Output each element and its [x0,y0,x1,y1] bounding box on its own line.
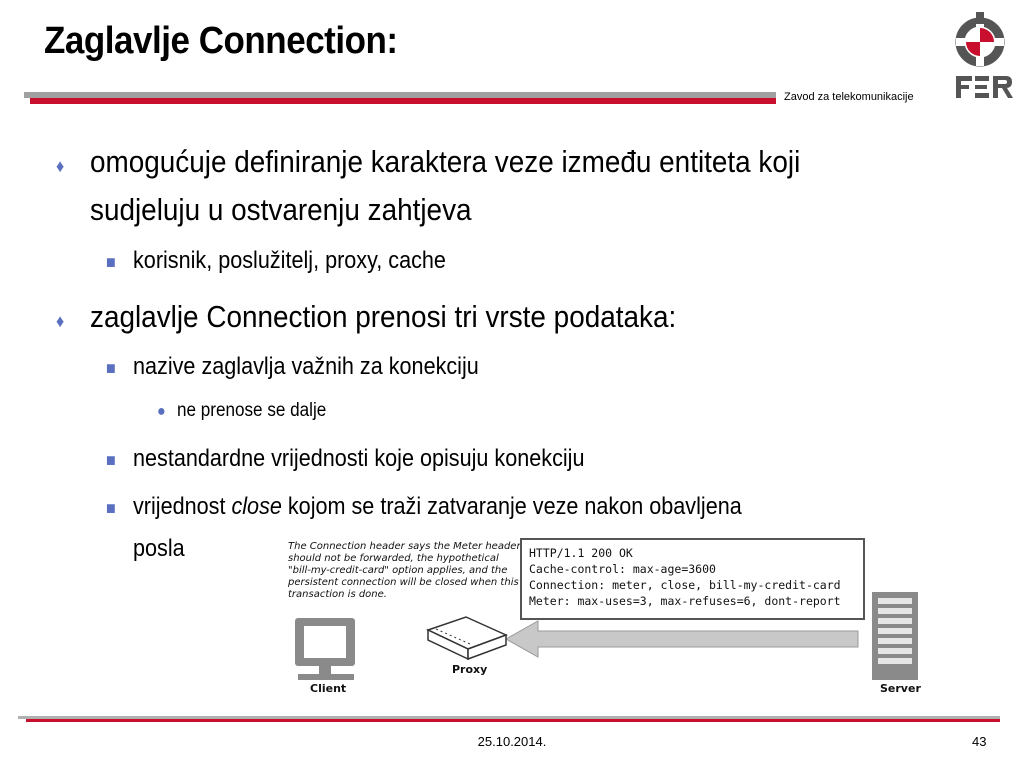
client-label: Client [310,682,347,695]
bullet-1-sub-1: korisnik, poslužitelj, proxy, cache [133,247,446,274]
square-bullet-icon: ■ [106,498,116,518]
client-computer-icon [295,618,355,680]
bullet-2-sub-3-prefix: vrijednost [133,493,232,520]
dot-bullet-icon: ● [157,403,166,420]
arrow-left-icon [506,621,858,657]
caption-line: transaction is done. [288,589,387,600]
diamond-bullet-icon: ♦ [56,311,65,331]
server-label: Server [880,682,921,695]
bullet-2-sub-3-line-2: posla [133,535,185,562]
bullet-2-sub-1: nazive zaglavlja važnih za konekciju [133,353,479,380]
proxy-box-icon [428,617,506,659]
square-bullet-icon: ■ [106,358,116,378]
fer-letters-icon [956,76,1013,98]
bullet-2-sub-2: nestandardne vrijednosti koje opisuju konekciju [133,445,585,472]
message-line: HTTP/1.1 200 OK [529,546,633,560]
header-divider-red [30,98,776,104]
bullet-2-text: zaglavlje Connection prenosi tri vrste podataka: [90,299,677,334]
message-line: Meter: max-uses=3, max-refuses=6, dont-report [529,594,841,608]
fer-logo [950,10,1014,102]
footer-date: 25.10.2014. [477,734,547,749]
org-name: Zavod za telekomunikacije [784,91,914,103]
square-bullet-icon: ■ [106,450,116,470]
caption-line: "bill-my-credit-card" option applies, and the [288,565,508,576]
caption-line: persistent connection will be closed when this [288,577,519,588]
bullet-1-line-1: omogućuje definiranje karaktera veze između entiteta koji [90,144,801,179]
bullet-2 [56,296,64,342]
message-line: Cache-control: max-age=3600 [529,562,716,576]
bullet-1 [56,141,64,187]
slide-title: Zaglavlje Connection: [44,20,398,62]
bullet-1-line-2: sudjeluju u ostvarenju zahtjeva [90,192,472,227]
bullet-2-sub-1-sub-1: ne prenose se dalje [177,400,327,421]
caption-line: The Connection header says the Meter header [288,541,521,552]
square-bullet-icon: ■ [106,252,116,272]
bullet-2-sub-3 [133,490,742,524]
bullet-2-sub-3-suffix: kojom se traži zatvaranje veze nakon obavljena [281,493,742,520]
proxy-label: Proxy [452,663,488,676]
connection-header-diagram [280,535,940,705]
figure-caption [287,541,524,600]
server-tower-icon [872,592,918,680]
caption-line: should not be forwarded, the hypothetical [288,553,499,564]
diamond-bullet-icon: ♦ [56,156,65,176]
fer-emblem-icon [956,12,1004,66]
page-number: 43 [972,734,987,749]
message-line: Connection: meter, close, bill-my-credit-card [529,578,841,592]
bullet-2-sub-3-italic: close [231,493,282,520]
footer-divider-red [26,719,1000,722]
